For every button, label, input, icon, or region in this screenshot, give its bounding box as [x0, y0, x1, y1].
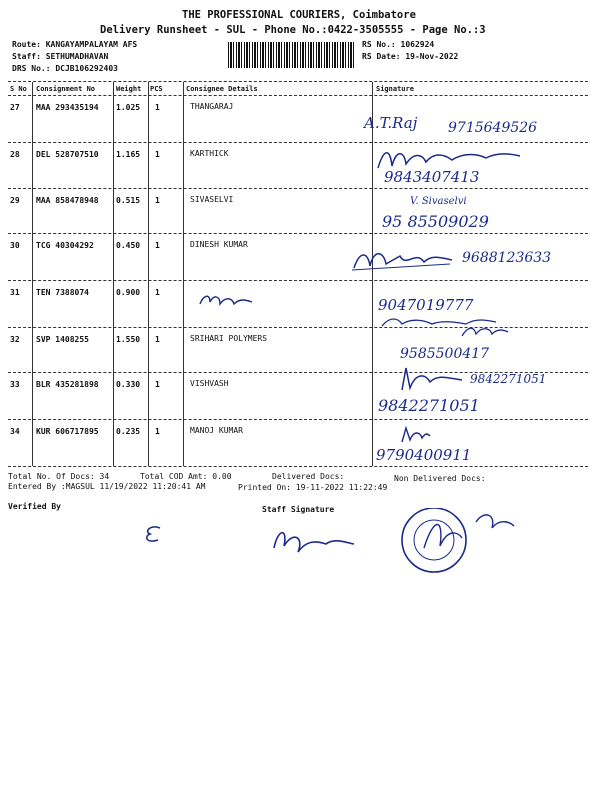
col-separator	[113, 82, 114, 466]
col-separator	[32, 82, 33, 466]
row-sno: 28	[10, 150, 20, 159]
row-signature-phone: 9842271051	[378, 396, 480, 415]
route-label: Route: KANGAYAMPALAYAM AFS	[12, 40, 138, 49]
row-divider	[8, 280, 588, 281]
header-bottom-rule	[8, 95, 588, 96]
col-consignee: Consignee Details	[186, 85, 258, 93]
row-sno: 32	[10, 335, 20, 344]
row-divider	[8, 233, 588, 234]
staff-signature-label: Staff Signature	[262, 505, 335, 514]
row-consignee: KARTHICK	[190, 149, 229, 158]
col-pcs: PCS	[150, 85, 163, 93]
printed-on: Printed On: 19-11-2022 11:22:49	[238, 483, 388, 492]
rs-date: RS Date: 19-Nov-2022	[362, 52, 459, 61]
row-consignee: THANGARAJ	[190, 102, 234, 111]
col-separator	[148, 82, 149, 466]
row-pcs: 1	[155, 103, 160, 112]
row-weight: 0.330	[116, 380, 141, 389]
row-consignment: KUR 606717895	[36, 427, 99, 436]
row-consignment: SVP 1408255	[36, 335, 89, 344]
row-signature-phone: 9843407413	[384, 168, 480, 186]
col-signature: Signature	[376, 85, 414, 93]
non-delivered-docs: Non Delivered Docs:	[394, 474, 486, 483]
signature-scribble	[396, 364, 466, 394]
col-weight: Weight	[116, 85, 142, 93]
col-separator	[183, 82, 184, 466]
row-divider	[8, 188, 588, 189]
row-weight: 1.165	[116, 150, 141, 159]
row-weight: 1.550	[116, 335, 141, 344]
barcode	[228, 42, 354, 68]
row-signature-phone: 9790400911	[376, 446, 472, 464]
verifier-signature	[140, 522, 170, 546]
row-sno: 34	[10, 427, 20, 436]
row-pcs: 1	[155, 288, 160, 297]
row-signature-name: 9842271051	[470, 372, 547, 386]
total-docs: Total No. Of Docs: 34	[8, 472, 110, 481]
signature-scribble	[350, 246, 456, 274]
staff-label: Staff: SETHUMADHAVAN	[12, 52, 109, 61]
row-signature-phone: 95 85509029	[382, 212, 489, 231]
row-sno: 33	[10, 380, 20, 389]
row-pcs: 1	[155, 241, 160, 250]
row-signature-phone: 9585500417	[400, 346, 490, 362]
row-consignment: TCG 40304292	[36, 241, 94, 250]
col-consignment: Consignment No	[36, 85, 96, 93]
consignee-handwriting	[196, 292, 256, 310]
row-consignment: MAA 858478948	[36, 196, 99, 205]
total-cod: Total COD Amt: 0.00	[140, 472, 232, 481]
row-pcs: 1	[155, 335, 160, 344]
row-sno: 27	[10, 103, 20, 112]
row-consignee: MANOJ KUMAR	[190, 426, 243, 435]
row-weight: 0.515	[116, 196, 141, 205]
signature-scribble	[398, 424, 432, 446]
row-weight: 1.025	[116, 103, 141, 112]
row-pcs: 1	[155, 380, 160, 389]
row-sno: 29	[10, 196, 20, 205]
row-signature-phone: 9688123633	[462, 250, 552, 266]
row-consignee: SRIHARI POLYMERS	[190, 334, 268, 343]
row-signature-phone: 9047019777	[378, 296, 474, 314]
row-divider	[8, 419, 588, 420]
drs-number: DRS No.: DCJB106292403	[12, 64, 118, 73]
row-sno: 30	[10, 241, 20, 250]
rs-number: RS No.: 1062924	[362, 40, 435, 49]
row-sno: 31	[10, 288, 20, 297]
runsheet-title: Delivery Runsheet - SUL - Phone No.:0422-3505555 - Page No.:3	[100, 24, 486, 36]
col-sno: S No	[10, 85, 27, 93]
row-signature-phone: 9715649526	[448, 120, 538, 136]
verified-by-label: Verified By	[8, 502, 61, 511]
row-weight: 0.900	[116, 288, 141, 297]
header-top-rule	[8, 81, 588, 82]
company-name: THE PROFESSIONAL COURIERS, Coimbatore	[182, 9, 416, 21]
entered-by: Entered By :MAGSUL 11/19/2022 11:20:41 AM	[8, 482, 206, 491]
row-consignment: BLR 435281898	[36, 380, 99, 389]
row-consignee: SIVASELVI	[190, 195, 234, 204]
staff-signature-and-stamp	[264, 508, 524, 580]
row-consignee: DINESH KUMAR	[190, 240, 248, 249]
row-divider	[8, 142, 588, 143]
row-pcs: 1	[155, 150, 160, 159]
signature-scribble	[460, 322, 510, 342]
table-bottom-rule	[8, 466, 588, 467]
row-consignment: TEN 7388074	[36, 288, 89, 297]
delivered-docs: Delivered Docs:	[272, 472, 345, 481]
row-consignee: VISHVASH	[190, 379, 229, 388]
row-pcs: 1	[155, 427, 160, 436]
row-consignment: MAA 293435194	[36, 103, 99, 112]
row-signature-name: V. Sivaselvi	[410, 196, 467, 207]
row-pcs: 1	[155, 196, 160, 205]
row-signature-name: A.T.Raj	[364, 114, 418, 132]
row-consignment: DEL 528707510	[36, 150, 99, 159]
row-weight: 0.235	[116, 427, 141, 436]
col-separator	[372, 82, 373, 466]
row-weight: 0.450	[116, 241, 141, 250]
